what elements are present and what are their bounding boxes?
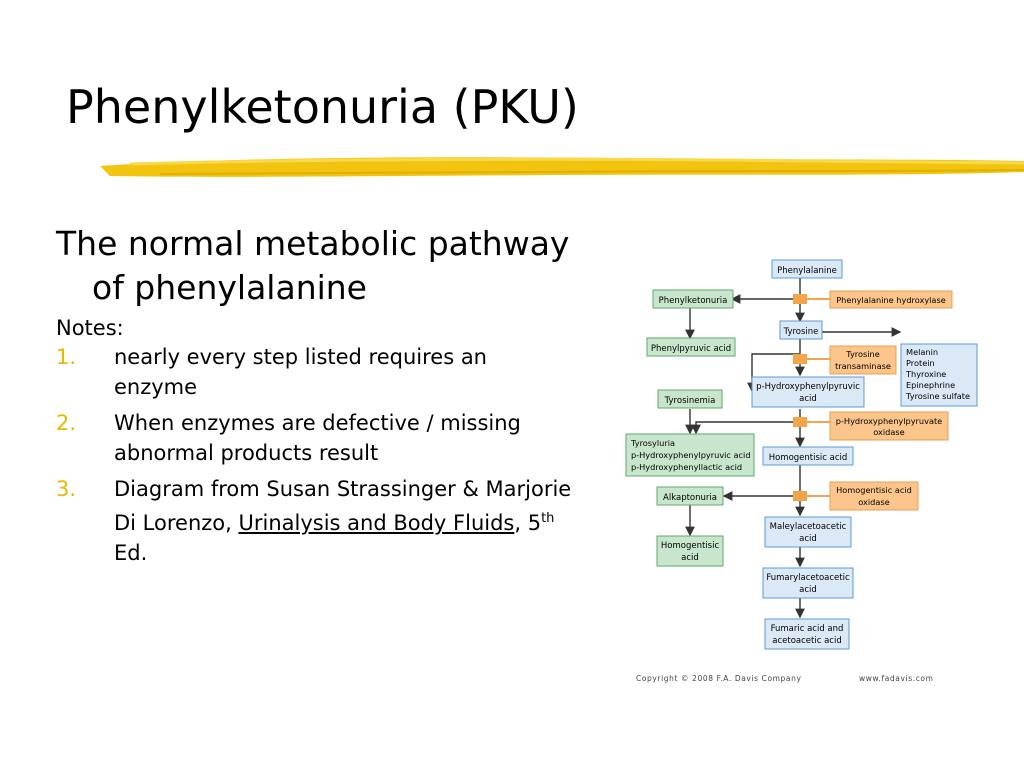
note-text: Diagram from Susan Strassinger & Marjorie Di Lorenzo, xyxy=(114,477,572,535)
svg-text:Fumaric acid and: Fumaric acid and xyxy=(770,624,844,634)
svg-text:p-Hydroxyphenylpyruvate: p-Hydroxyphenylpyruvate xyxy=(835,416,943,426)
pathway-diagram xyxy=(620,250,980,690)
node-fumaric-acetoacetic-acid xyxy=(765,619,849,649)
svg-text:oxidase: oxidase xyxy=(858,497,890,507)
note-text: nearly every step listed requires an enzyme xyxy=(114,345,487,399)
svg-text:acetoacetic acid: acetoacetic acid xyxy=(772,636,842,646)
node-p-hydroxyphenylpyruvic-acid xyxy=(752,377,864,407)
notes-label: Notes: xyxy=(56,316,124,340)
diagram-copyright: Copyright © 2008 F.A. Davis Company xyxy=(636,674,802,683)
svg-text:p-Hydroxyphenyllactic acid: p-Hydroxyphenyllactic acid xyxy=(631,462,743,472)
note-item xyxy=(56,342,576,402)
node-phenylalanine xyxy=(772,260,842,278)
slide-title: Phenylketonuria (PKU) xyxy=(66,80,579,134)
node-fumarylacetoacetic-acid xyxy=(763,568,853,598)
node-phenylpyruvic-acid xyxy=(647,338,735,356)
diagram-website: www.fadavis.com xyxy=(859,674,934,683)
node-homogentisic-acid xyxy=(763,447,853,465)
svg-text:Tyrosine sulfate: Tyrosine sulfate xyxy=(906,391,971,401)
svg-text:acid: acid xyxy=(799,534,817,544)
svg-text:Melanin: Melanin xyxy=(906,347,939,357)
node-homogentisic-acid-urine xyxy=(657,536,723,566)
svg-text:Phenylpyruvic acid: Phenylpyruvic acid xyxy=(650,344,732,354)
book-title: Urinalysis and Body Fluids xyxy=(238,511,515,535)
svg-text:Protein: Protein xyxy=(906,358,935,368)
svg-text:Tyrosinemia: Tyrosinemia xyxy=(664,396,716,406)
svg-text:Alkaptonuria: Alkaptonuria xyxy=(663,493,717,503)
note-item xyxy=(56,408,576,468)
node-tyrosine xyxy=(780,321,822,339)
note-number: 2. xyxy=(56,411,77,435)
svg-text:Homogentisic acid: Homogentisic acid xyxy=(768,453,848,463)
enzyme-p-hydroxyphenylpyruvate-oxidase xyxy=(830,412,948,440)
svg-text:Fumarylacetoacetic: Fumarylacetoacetic xyxy=(766,573,850,583)
enzyme-tyrosine-transaminase xyxy=(830,346,896,374)
svg-text:Homogentisic: Homogentisic xyxy=(660,541,720,551)
notes-list xyxy=(56,342,576,568)
svg-text:Phenylalanine hydroxylase: Phenylalanine hydroxylase xyxy=(836,295,946,305)
svg-text:acid: acid xyxy=(799,394,817,404)
svg-text:p-Hydroxyphenylpyruvic acid: p-Hydroxyphenylpyruvic acid xyxy=(631,450,751,460)
svg-text:Epinephrine: Epinephrine xyxy=(906,380,956,390)
edition-superscript: th xyxy=(541,511,555,526)
title-underline-brush xyxy=(100,150,1024,186)
note-item xyxy=(56,474,576,568)
svg-text:Tyrosine: Tyrosine xyxy=(846,349,880,359)
svg-text:Homogentisic acid: Homogentisic acid xyxy=(836,485,912,495)
svg-text:p-Hydroxyphenylpyruvic: p-Hydroxyphenylpyruvic xyxy=(756,382,860,392)
slide-content xyxy=(56,222,576,574)
svg-text:acid: acid xyxy=(799,585,817,595)
svg-text:Phenylketonuria: Phenylketonuria xyxy=(658,296,728,306)
svg-text:acid: acid xyxy=(681,553,699,563)
enzyme-phenylalanine-hydroxylase xyxy=(830,291,952,308)
note-number: 3. xyxy=(56,477,77,501)
enzyme-homogentisic-acid-oxidase xyxy=(830,482,918,510)
node-alkaptonuria xyxy=(657,487,723,505)
svg-text:Maleylacetoacetic: Maleylacetoacetic xyxy=(769,522,847,532)
node-maleylacetoacetic-acid xyxy=(765,517,851,547)
svg-text:Tyrosine: Tyrosine xyxy=(783,327,819,337)
node-tyrosyluria xyxy=(626,434,754,476)
svg-text:Thyroxine: Thyroxine xyxy=(906,369,947,379)
node-tyrosine-products xyxy=(901,344,977,406)
edition-text: , 5 xyxy=(514,511,542,535)
svg-text:Phenylalanine: Phenylalanine xyxy=(777,266,837,276)
edition-suffix: Ed. xyxy=(114,541,148,565)
node-phenylketonuria xyxy=(653,290,733,308)
svg-text:Tyrosyluria: Tyrosyluria xyxy=(631,438,675,448)
note-text: When enzymes are defective / missing abnormal products result xyxy=(114,411,521,465)
content-heading: The normal metabolic pathway of phenylalanine xyxy=(56,224,570,307)
svg-text:transaminase: transaminase xyxy=(835,361,891,371)
note-number: 1. xyxy=(56,345,77,369)
svg-text:oxidase: oxidase xyxy=(873,427,905,437)
node-tyrosinemia xyxy=(658,390,722,408)
